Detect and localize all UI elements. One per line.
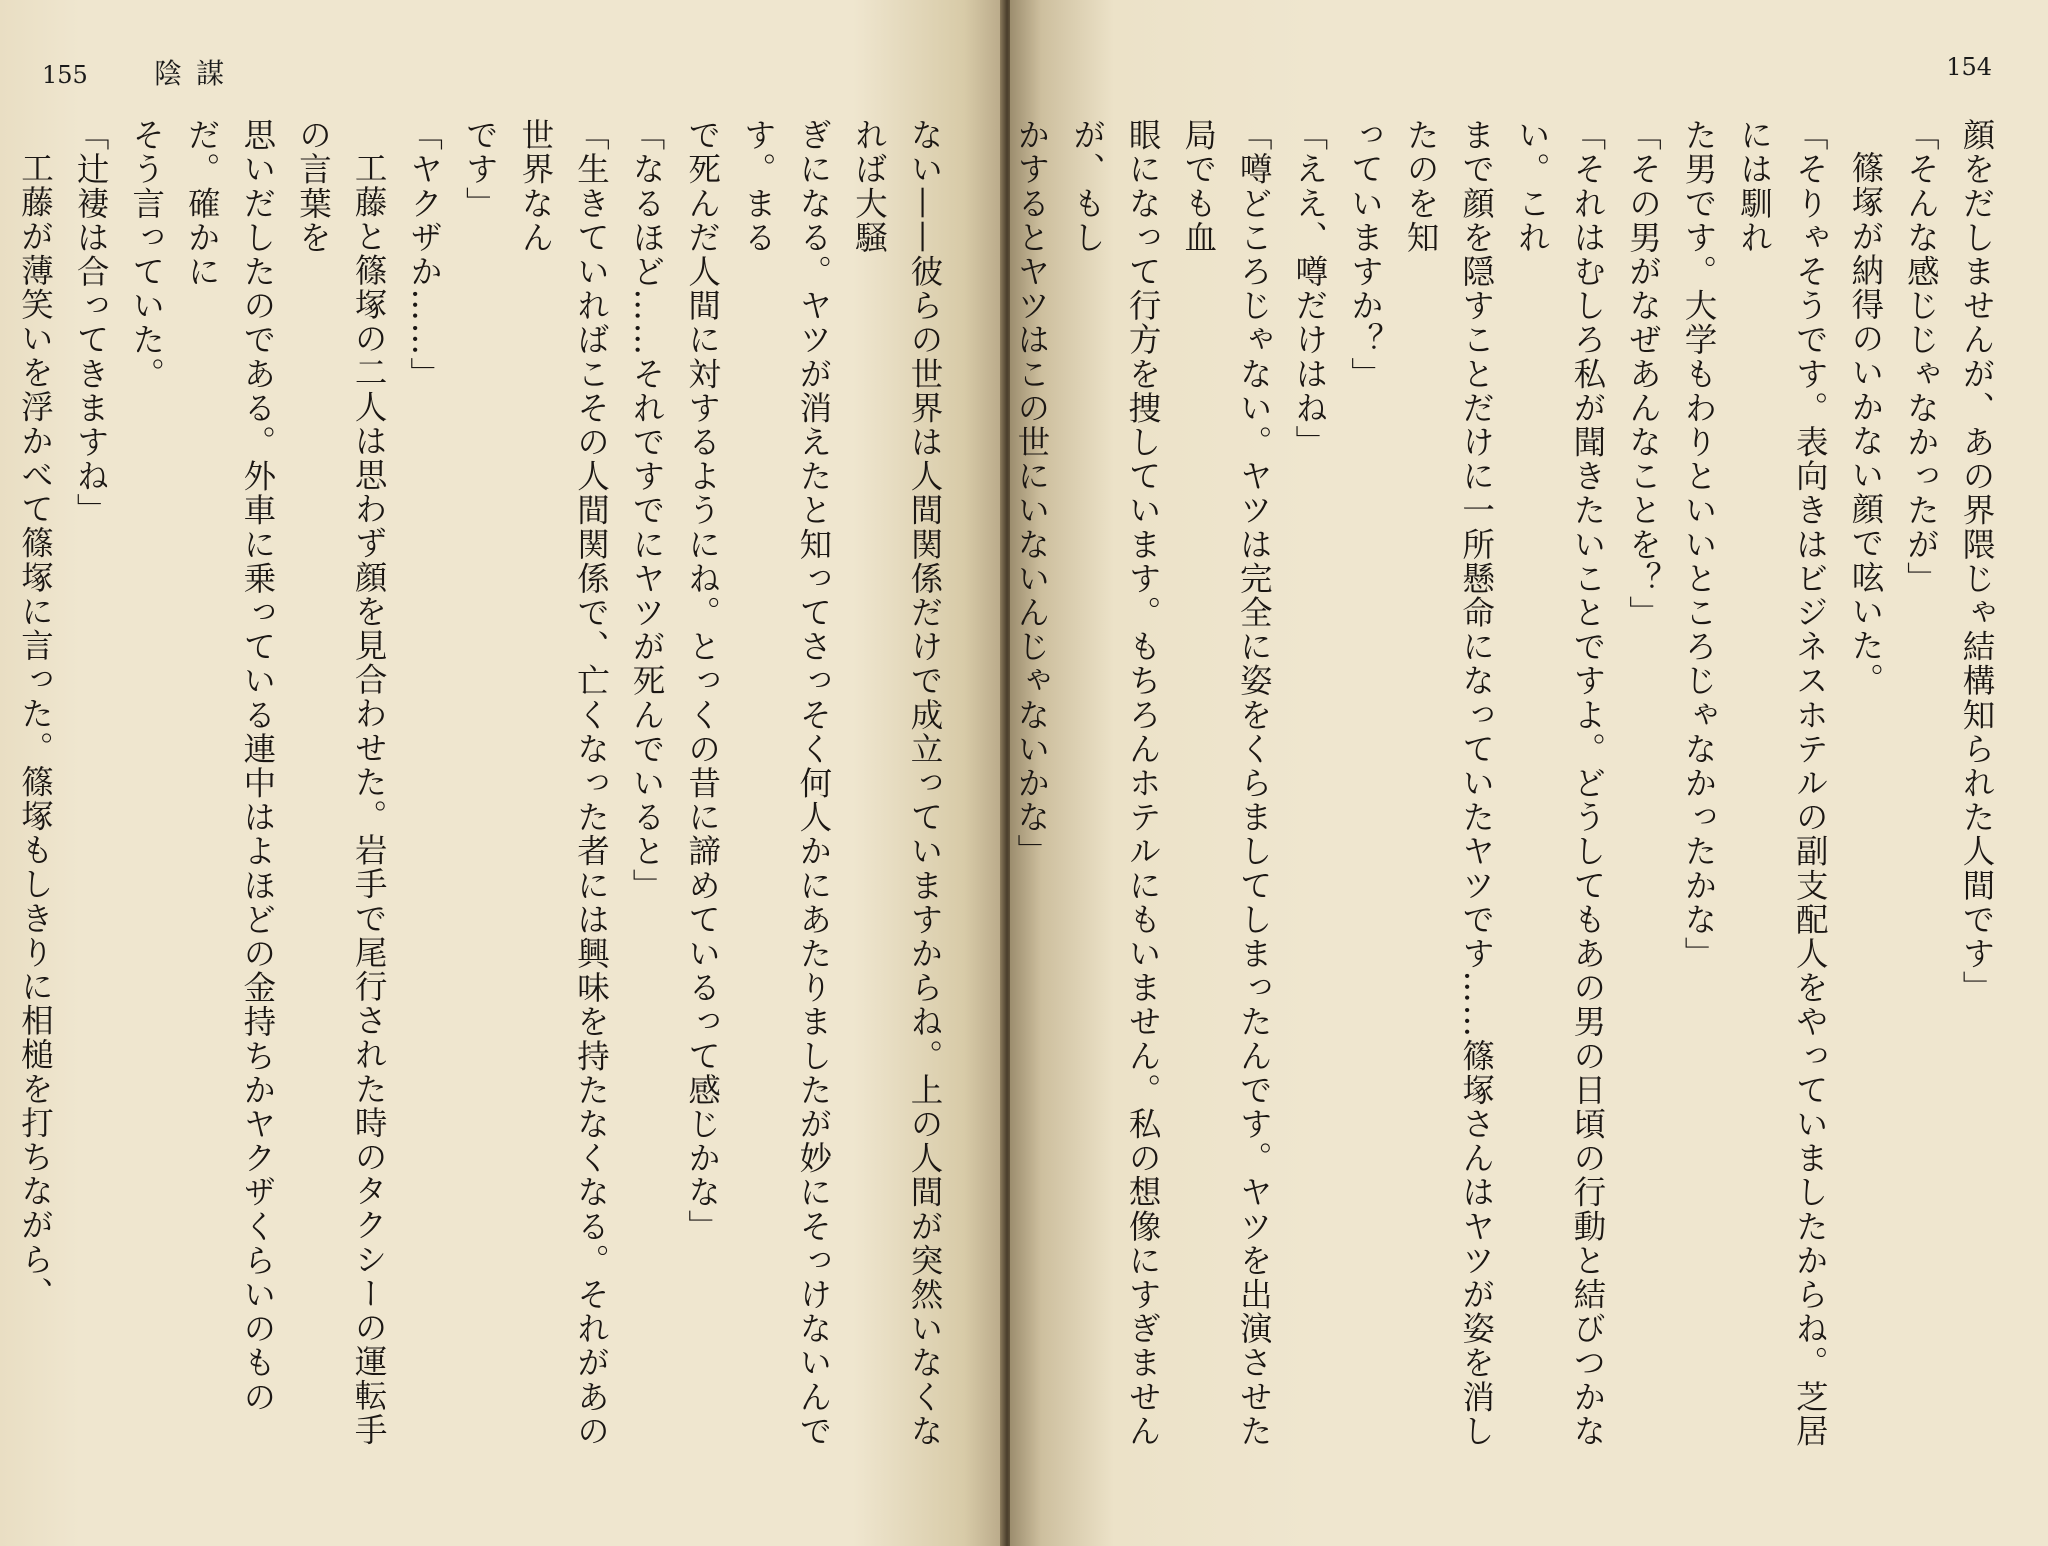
text-line: 「なるほど……それですでにヤツが死んでいると」 <box>628 118 667 903</box>
text-line: まで顔を隠すことだけに一所懸命になっていたヤツです……篠塚さんはヤツが姿を消したのを知 <box>1402 118 1496 1448</box>
text-line: 「それはむしろ私が聞きたいことですよ。どうしてもあの男の日頃の行動と結びつかない。これ <box>1513 118 1607 1448</box>
running-title: 陰謀 <box>154 57 239 90</box>
text-line: っていますか？」 <box>1346 118 1385 391</box>
page-number: 154 <box>1946 53 1992 81</box>
text-line: 「辻褄は合ってきますね」 <box>72 118 111 528</box>
left-page <box>0 0 1004 1546</box>
text-line <box>0 118 7 1478</box>
right-page <box>1010 0 2048 1546</box>
text-line: 顔をだしませんが、あの界隈じゃ結構知られた人間です」 <box>1958 118 1996 1005</box>
left-page-body <box>12 118 952 1478</box>
text-line: ぎになる。ヤツが消えたと知ってさっそく何人かにあたりましたが妙にそっけないんです。まる <box>739 118 833 1448</box>
text-line: 「そりゃそうです。表向きはビジネスホテルの副支配人をやっていましたからね。芝居には馴れ <box>1735 118 1830 1448</box>
text-line: 工藤が薄笑いを浮かべて篠塚に言った。篠塚もしきりに相槌を打ちながら、 <box>16 150 55 1310</box>
text-line: ない——彼らの世界は人間関係だけで成立っていますからね。上の人間が突然いなくなれば大騒 <box>850 118 944 1448</box>
left-page-header <box>42 52 238 92</box>
page-number: 155 <box>42 61 88 89</box>
text-line: 「生きていればこその人間関係で、亡くなった者には興味を持たなくなる。それがあの世界なん <box>516 118 611 1448</box>
text-line: かするとヤツはこの世にいないんじゃないかな」 <box>1012 118 1051 869</box>
text-line: で死んだ人間に対するようにね。とっくの昔に諦めているって感じかな」 <box>683 118 722 1244</box>
right-page-header <box>1946 52 1992 82</box>
text-line: 篠塚が納得のいかない顔で呟いた。 <box>1846 150 1885 697</box>
text-line: 眼になって行方を捜しています。もちろんホテルにもいません。私の想像にすぎませんが、もし <box>1068 118 1163 1448</box>
text-line: 思いだしたのである。外車に乗っている連中はよほどの金持ちかヤクザくらいのものだ。確かに <box>183 118 277 1414</box>
right-page-body <box>1012 118 2004 1478</box>
text-line: 「ええ、噂だけはね」 <box>1290 118 1329 459</box>
text-line: です」 <box>461 118 500 221</box>
text-line: た男です。大学もわりといいところじゃなかったかな」 <box>1680 118 1719 971</box>
text-line: 工藤と篠塚の二人は思わず顔を見合わせた。岩手で尾行された時のタクシーの運転手の言葉を <box>294 118 389 1447</box>
text-line: 「噂どころじゃない。ヤツは完全に姿をくらましてしまったんです。ヤツを出演させた局でも血 <box>1179 118 1274 1448</box>
text-line: 「そんな感じじゃなかったが」 <box>1902 118 1941 596</box>
text-line: 「ヤクザか……」 <box>405 118 444 391</box>
text-line: 「その男がなぜあんなことを？」 <box>1624 118 1663 630</box>
text-line: そう言っていた。 <box>127 118 166 391</box>
